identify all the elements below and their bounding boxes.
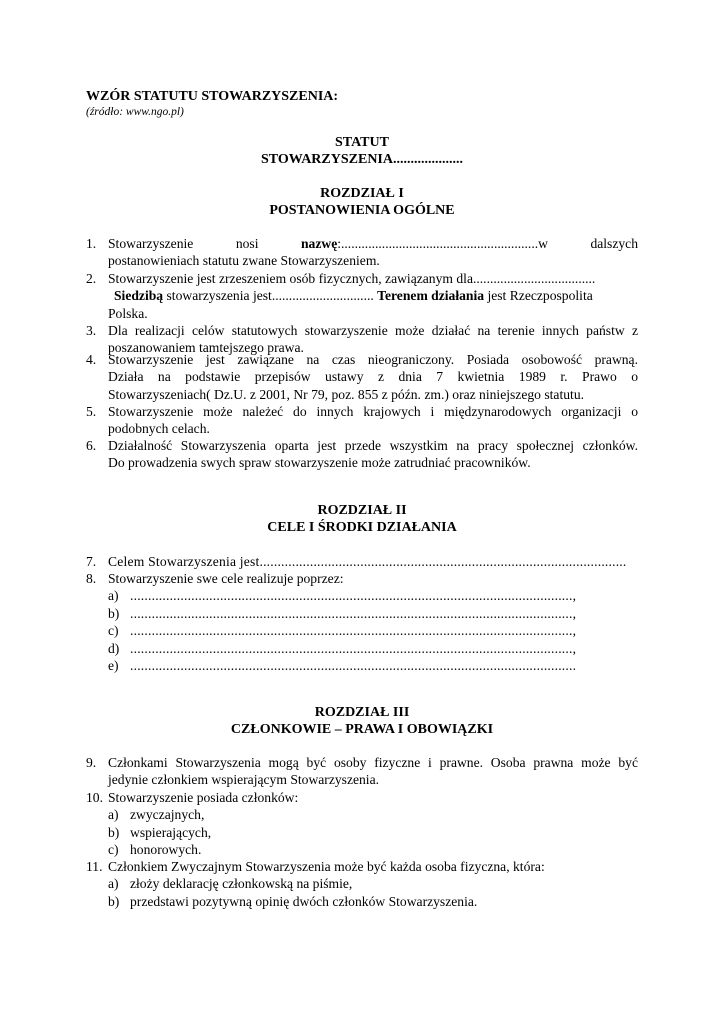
statute-title: STATUT	[335, 135, 389, 150]
list-text: ...........................................................................................................................,	[130, 640, 577, 656]
list-text: ............................................................................................................................	[130, 658, 577, 673]
word: dalszych	[590, 236, 638, 251]
bold-term: Siedzibą	[114, 288, 164, 304]
chapter-3-title: CZŁONKOWIE – PRAWA I OBOWIĄZKI	[230, 722, 494, 737]
paragraph-number: 3.	[86, 323, 97, 338]
paragraph-9	[86, 754, 638, 789]
list-text: złoży deklarację członkowską na piśmie,	[130, 876, 353, 892]
list-label: c)	[108, 842, 119, 858]
word: nosi	[235, 236, 259, 251]
list-label: d)	[108, 640, 120, 656]
paragraph-line: Członkami Stowarzyszenia mogą być osoby fizyczne i prawne. Osoba prawna może być	[108, 755, 638, 770]
list-label: e)	[108, 658, 119, 673]
paragraph-line	[114, 287, 644, 304]
source-note: (źródło: www.ngo.pl)	[86, 106, 184, 118]
paragraph-4	[86, 351, 638, 403]
chapter-1-title: POSTANOWIENIA OGÓLNE	[269, 203, 455, 218]
list-label: a)	[108, 876, 119, 892]
text: stowarzyszenia jest..............................	[163, 288, 378, 304]
paragraph-10	[86, 789, 638, 859]
paragraph-line: Stowarzyszenie swe cele realizuje poprzez:	[108, 571, 344, 586]
list-label: b)	[108, 824, 120, 840]
paragraph-number: 4.	[86, 352, 97, 367]
paragraph-line: postanowieniach statutu zwane Stowarzyszeniem.	[108, 253, 380, 269]
statute-subtitle: STOWARZYSZENIA....................	[260, 152, 463, 167]
list-text: honorowych.	[130, 842, 202, 858]
chapter-2-label: ROZDZIAŁ II	[317, 503, 407, 518]
list-text: ...........................................................................................................................,	[130, 605, 577, 621]
paragraph-number: 8.	[86, 571, 97, 586]
paragraph-line: Celem Stowarzyszenia jest......................................................................................................	[108, 554, 627, 569]
name-field	[301, 235, 548, 252]
list-text: ...........................................................................................................................,	[130, 623, 577, 639]
paragraph-line: Stowarzyszenie posiada członków:	[108, 790, 299, 805]
list-label: a)	[108, 807, 119, 823]
list-label: a)	[108, 588, 119, 604]
paragraph-number: 11.	[86, 859, 103, 874]
chapter-2-title: CELE I ŚRODKI DZIAŁANIA	[267, 520, 457, 535]
paragraph-line: Stowarzyszenie może należeć do innych krajowych i międzynarodowych organizacji o	[108, 404, 638, 419]
dotted-blank: :..........................................................w	[337, 236, 548, 251]
word: Stowarzyszenie	[108, 236, 194, 251]
text: jest Rzeczpospolita	[484, 288, 593, 304]
list-text: zwyczajnych,	[130, 807, 205, 823]
paragraph-line: Stowarzyszenie jest zawiązane na czas nieograniczony. Posiada osobowość prawną.	[108, 352, 638, 367]
paragraph-2	[86, 270, 638, 322]
paragraph-line: jedynie członkiem wspierającym Stowarzyszenia.	[108, 772, 380, 788]
list-text: przedstawi pozytywną opinię dwóch członków Stowarzyszenia.	[130, 893, 478, 909]
paragraph-line: Działalność Stowarzyszenia oparta jest przede wszystkim na pracy społecznej członków.	[108, 438, 638, 453]
paragraph-number: 7.	[86, 554, 97, 569]
paragraph-line: poszanowaniem tamtejszego prawa.	[108, 340, 304, 356]
paragraph-line: Polska.	[108, 305, 148, 321]
paragraph-1	[86, 235, 638, 270]
bold-term: nazwę	[300, 236, 338, 251]
chapter-1-label: ROZDZIAŁ I	[320, 186, 404, 201]
paragraph-7	[86, 553, 638, 571]
paragraph-line	[108, 235, 638, 252]
paragraph-number: 6.	[86, 438, 97, 453]
bold-term: Terenem działania	[377, 288, 485, 304]
list-label: b)	[108, 605, 120, 621]
paragraph-line: Do prowadzenia swych spraw stowarzyszenie może zatrudniać pracowników.	[108, 455, 531, 471]
paragraph-6	[86, 437, 638, 472]
paragraph-line: podobnych celach.	[108, 421, 210, 437]
list-label: b)	[108, 893, 120, 909]
paragraph-number: 2.	[86, 271, 97, 286]
paragraph-line: Działa na podstawie przepisów ustawy z dnia 7 kwietnia 1989 r. Prawo o	[108, 369, 638, 385]
paragraph-number: 5.	[86, 404, 97, 419]
paragraph-number: 10.	[86, 790, 103, 805]
paragraph-line: Stowarzyszeniach( Dz.U. z 2001, Nr 79, poz. 855 z późn. zm.) oraz niniejszego statutu.	[108, 386, 585, 402]
paragraph-line: Dla realizacji celów statutowych stowarzyszenie może działać na terenie innych państw z	[108, 323, 638, 338]
paragraph-number: 9.	[86, 755, 97, 770]
paragraph-11	[86, 858, 638, 910]
list-label: c)	[108, 623, 119, 639]
paragraph-number: 1.	[86, 236, 97, 251]
paragraph-8	[86, 570, 638, 675]
document-title: WZÓR STATUTU STOWARZYSZENIA:	[86, 89, 339, 104]
paragraph-5	[86, 403, 638, 438]
chapter-3-label: ROZDZIAŁ III	[314, 705, 410, 720]
paragraph-line: Członkiem Zwyczajnym Stowarzyszenia może być każda osoba fizyczna, która:	[108, 859, 545, 874]
list-text: wspierających,	[130, 824, 212, 840]
paragraph-line: Stowarzyszenie jest zrzeszeniem osób fizycznych, zawiązanym dla....................................	[108, 271, 596, 286]
list-text: ...........................................................................................................................,	[130, 588, 577, 604]
